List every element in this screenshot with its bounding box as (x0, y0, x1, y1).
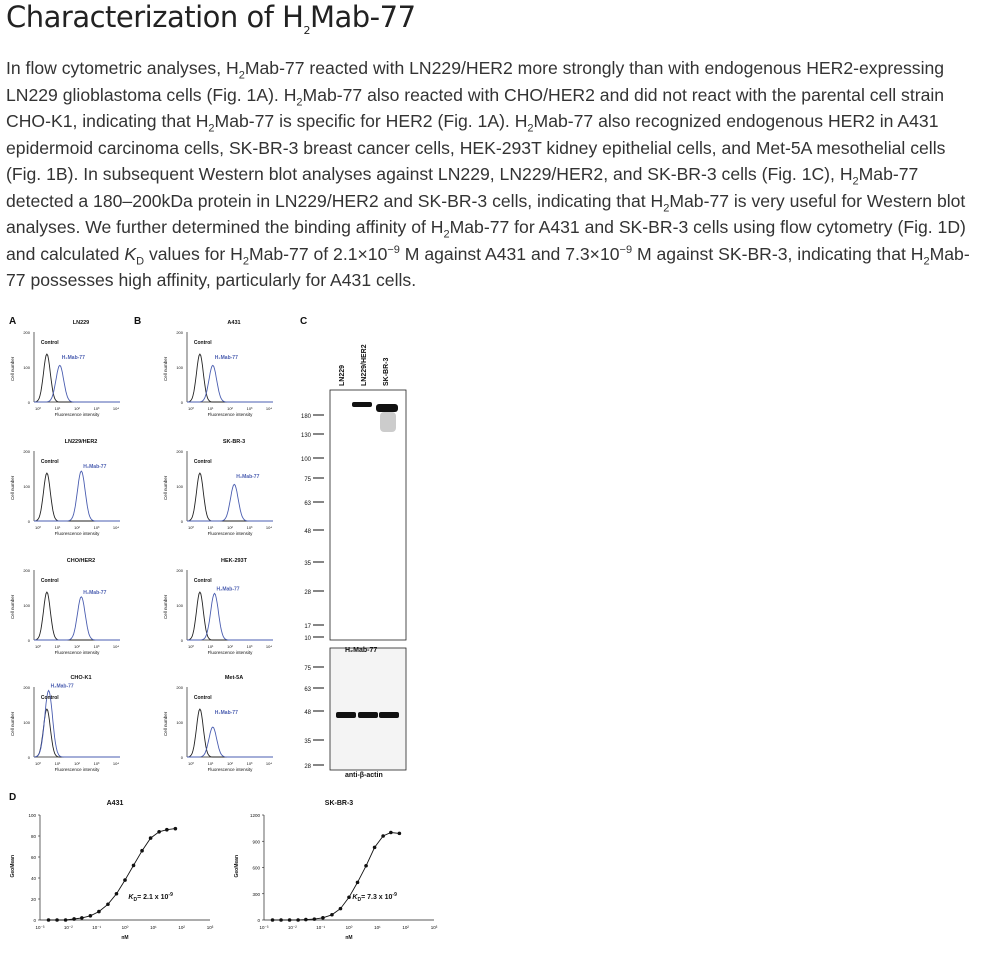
flow-panel-title: LN229 (72, 320, 90, 326)
chart-x-tick-label: 10¹ (150, 925, 157, 930)
flow-control-label: Control (193, 459, 212, 466)
flow-y-axis-label: Cell number (163, 356, 168, 381)
flow-x-tick-label: 10³ (246, 406, 253, 411)
flow-antibody-curve (34, 597, 120, 640)
chart-x-tick-label: 10⁻³ (259, 925, 269, 930)
flow-y-tick-label: 0 (180, 519, 183, 524)
body-paragraph: In flow cytometric analyses, $H_2Mab-77$ reacted with LN229/HER2 more strongly than with endogenous HER2-expressing LN229 glioblastoma cells (Fig. 1A). $H_2Mab-77$ also reacted with CHO/HER2 and did not react with the parental cell strain CHO-K1, indicating that $H_2Mab-77$ is specific for HER2 (Fig. 1A). $H_2Mab-77$ also recognized endogenous HER2 in A431 epidermoid carcinoma cells, SK-BR-3 breast cancer cells, HEK-293T kidney epithelial cells, and Met-5A mesothelial cells (Fig. 1B). In subsequent Western blot analyses against LN229, LN229/HER2, and SK-BR-3 cells (Fig. 1C), $H_2Mab-77$ detected a 180–200kDa protein in LN229/HER2 and SK-BR-3 cells, indicating that $H_2Mab-77$ is very useful for Western blot analyses. We further determined the binding affinity of $H_2Mab-77$ for A431 and SK-BR-3 cells using flow cytometry (Fig. 1D) and calculated $K_D$ values for $H_2Mab-77$ of $2.1\times 10^{-9}$ M against A431 and $7.3\times 10^{-9}$ M against SK-BR-3, indicating that $H_2Mab-77$ possesses high affinity, particularly for A431 cells. (6, 58, 970, 290)
flow-y-tick-label: 100 (23, 484, 30, 489)
chart-y-tick-label: 900 (252, 839, 260, 845)
flow-panel (10, 675, 120, 772)
flow-x-tick-label: 10⁴ (112, 644, 120, 649)
flow-x-axis-label: Fluorescence intensity (54, 531, 100, 536)
chart-data-point (165, 828, 169, 832)
band-her2-skbr3 (376, 404, 398, 412)
flow-y-tick-label: 0 (180, 755, 183, 760)
flow-x-tick-label: 10² (227, 406, 233, 411)
blot-bottom-frame (330, 648, 406, 770)
flow-y-axis-label: Cell number (10, 475, 15, 500)
flow-y-tick-label: 0 (27, 638, 30, 643)
flow-x-tick-label: 10² (227, 761, 233, 766)
chart-data-point (47, 918, 51, 922)
flow-antibody-label: H₂Mab-77 (214, 710, 238, 717)
marker-label: 17 (304, 624, 311, 630)
flow-y-tick-label: 100 (23, 365, 30, 370)
flow-x-axis-label: Fluorescence intensity (207, 412, 253, 417)
flow-x-tick-label: 10⁰ (34, 406, 42, 411)
marker-label: 130 (300, 433, 311, 439)
chart-data-point (55, 918, 59, 922)
chart-data-point (398, 832, 402, 836)
flow-x-tick-label: 10² (227, 525, 233, 530)
flow-y-tick-label: 200 (176, 685, 183, 690)
flow-y-tick-label: 0 (27, 519, 30, 524)
flow-x-tick-label: 10¹ (207, 761, 214, 766)
flow-x-tick-label: 10⁰ (34, 644, 42, 649)
flow-x-tick-label: 10⁴ (265, 525, 273, 530)
flow-x-axis-label: Fluorescence intensity (54, 412, 100, 417)
flow-x-tick-label: 10² (74, 761, 80, 766)
marker-label: 63 (304, 687, 311, 693)
chart-kd-annotation: $K_D= 2.1$ x $10^{-9}$ (128, 892, 173, 903)
lane-label: LN229 (339, 364, 346, 386)
chart-x-tick-label: 10⁻¹ (92, 925, 102, 930)
chart-data-point (347, 895, 351, 899)
flow-antibody-label: H₂Mab-77 (83, 589, 107, 596)
chart-y-tick-label: 100 (28, 813, 36, 818)
chart-data-point (89, 914, 93, 918)
flow-y-axis-label: Cell number (163, 475, 168, 500)
flow-control-label: Control (40, 340, 59, 347)
panel-letter-a: A (9, 316, 17, 327)
flow-control-curve (187, 592, 273, 640)
chart-y-axis-label: GeoMean (10, 854, 16, 878)
chart-data-point (174, 827, 178, 831)
chart-x-tick-label: 10⁻¹ (316, 925, 326, 930)
chart-x-tick-label: 10¹ (374, 925, 381, 930)
flow-antibody-label: H₂Mab-77 (50, 683, 74, 690)
marker-label: 75 (304, 477, 311, 483)
chart-x-tick-label: 10⁻² (63, 925, 73, 930)
flow-y-tick-label: 100 (176, 484, 183, 489)
chart-data-point (389, 831, 393, 835)
flow-y-tick-label: 200 (176, 449, 183, 454)
flow-antibody-label: H₂Mab-77 (214, 355, 238, 362)
marker-label: 180 (300, 414, 311, 420)
flow-control-label: Control (40, 459, 59, 466)
marker-label: 100 (300, 457, 311, 463)
flow-antibody-curve (187, 484, 273, 521)
flow-y-axis-label: Cell number (10, 356, 15, 381)
flow-x-tick-label: 10⁴ (265, 761, 273, 766)
flow-x-tick-label: 10¹ (54, 644, 61, 649)
chart-y-tick-label: 60 (30, 855, 36, 860)
flow-x-axis-label: Fluorescence intensity (207, 767, 253, 772)
figure-1 (0, 310, 460, 950)
flow-y-tick-label: 0 (27, 755, 30, 760)
flow-antibody-label: H₂Mab-77 (61, 355, 85, 362)
flow-panel (163, 439, 273, 536)
flow-panel-title: A431 (227, 320, 241, 326)
chart-y-tick-label: 0 (257, 918, 260, 923)
flow-x-tick-label: 10⁴ (112, 525, 120, 530)
flow-control-curve (34, 709, 120, 757)
band-actin (379, 712, 399, 718)
flow-control-curve (187, 473, 273, 521)
flow-x-tick-label: 10² (227, 644, 233, 649)
chart-data-point (381, 834, 385, 838)
flow-x-tick-label: 10⁴ (112, 406, 120, 411)
lane-label: LN229/HER2 (361, 344, 368, 386)
chart-data-point (296, 918, 300, 922)
flow-x-tick-label: 10⁰ (34, 525, 42, 530)
flow-panel-title: LN229/HER2 (64, 439, 98, 445)
flow-x-tick-label: 10¹ (207, 644, 214, 649)
flow-x-axis-label: Fluorescence intensity (54, 650, 100, 655)
chart-data-point (106, 902, 110, 906)
chart-data-point (80, 916, 84, 920)
flow-y-tick-label: 200 (23, 449, 30, 454)
chart-data-point (140, 849, 144, 853)
flow-y-axis-label: Cell number (10, 711, 15, 736)
chart-y-axis-label: GeoMean (234, 854, 240, 878)
marker-label: 48 (304, 529, 311, 535)
flow-y-axis-label: Cell number (10, 594, 15, 619)
chart-title: SK-BR-3 (324, 800, 354, 807)
flow-y-axis-label: Cell number (163, 711, 168, 736)
flow-panel-title: CHO/HER2 (66, 558, 96, 564)
chart-data-point (330, 913, 334, 917)
chart-data-point (123, 878, 127, 882)
flow-control-label: Control (193, 578, 212, 585)
chart-y-tick-label: 20 (30, 897, 36, 902)
flow-x-tick-label: 10¹ (54, 406, 61, 411)
chart-data-point (157, 830, 161, 834)
panel-letter-d: D (9, 792, 17, 803)
flow-panel (163, 675, 273, 772)
flow-y-tick-label: 200 (23, 568, 30, 573)
chart-x-tick-label: 10² (402, 925, 409, 930)
flow-x-tick-label: 10³ (93, 644, 100, 649)
flow-x-tick-label: 10² (74, 406, 80, 411)
flow-x-tick-label: 10⁴ (265, 644, 273, 649)
flow-x-tick-label: 10³ (93, 761, 100, 766)
chart-kd-annotation: $K_D= 7.3$ x $10^{-9}$ (352, 892, 397, 903)
flow-antibody-curve (187, 593, 273, 640)
chart-x-tick-label: 10⁻³ (35, 925, 45, 930)
chart-y-tick-label: 0 (33, 918, 36, 923)
flow-panel-title: SK-BR-3 (222, 439, 246, 445)
panel-letter-c: C (300, 316, 308, 327)
flow-y-tick-label: 100 (23, 720, 30, 725)
page-title: Characterization of $H_2Mab-77$ (6, 0, 416, 37)
flow-x-tick-label: 10⁰ (34, 761, 42, 766)
flow-antibody-curve (34, 365, 120, 402)
flow-x-tick-label: 10¹ (54, 525, 61, 530)
chart-data-point (304, 918, 308, 922)
flow-control-label: Control (193, 340, 212, 347)
chart-fit-curve (49, 829, 176, 920)
flow-panel (10, 439, 120, 536)
flow-y-tick-label: 0 (180, 400, 183, 405)
flow-x-tick-label: 10³ (93, 525, 100, 530)
chart-data-point (313, 917, 317, 921)
flow-x-tick-label: 10⁰ (187, 644, 195, 649)
flow-y-tick-label: 200 (176, 568, 183, 573)
flow-x-tick-label: 10⁰ (187, 525, 195, 530)
flow-x-tick-label: 10² (74, 644, 80, 649)
marker-label: 75 (304, 666, 311, 672)
flow-y-tick-label: 100 (23, 603, 30, 608)
chart-data-point (115, 892, 119, 896)
flow-y-tick-label: 0 (27, 400, 30, 405)
flow-y-axis-label: Cell number (163, 594, 168, 619)
chart-y-tick-label: 40 (30, 876, 36, 881)
flow-x-tick-label: 10¹ (207, 525, 214, 530)
flow-x-axis-label: Fluorescence intensity (54, 767, 100, 772)
chart-data-point (288, 918, 292, 922)
flow-panel-title: CHO-K1 (70, 675, 92, 681)
flow-control-curve (187, 709, 273, 757)
blot-label-top: H₂Mab-77 (345, 647, 378, 654)
chart-y-tick-label: 300 (252, 891, 260, 897)
chart-x-tick-label: 10⁰ (121, 925, 129, 930)
flow-antibody-curve (187, 727, 273, 757)
binding-chart (10, 800, 214, 941)
flow-panel-title: Met-5A (224, 675, 244, 681)
chart-x-tick-label: 10³ (206, 925, 214, 930)
flow-y-tick-label: 200 (23, 685, 30, 690)
flow-panel (10, 558, 120, 655)
flow-panel (163, 320, 273, 417)
flow-control-curve (187, 354, 273, 402)
panel-letter-b: B (134, 316, 142, 327)
flow-y-tick-label: 200 (23, 330, 30, 335)
western-blot (301, 344, 406, 779)
chart-data-point (64, 918, 68, 922)
chart-data-point (97, 910, 101, 914)
chart-fit-curve (273, 833, 400, 921)
chart-data-point (72, 917, 76, 921)
flow-x-axis-label: Fluorescence intensity (207, 531, 253, 536)
flow-antibody-curve (187, 365, 273, 402)
band-actin (358, 712, 378, 718)
flow-x-tick-label: 10⁰ (187, 406, 195, 411)
flow-antibody-label: H₂Mab-77 (236, 474, 260, 481)
marker-label: 10 (304, 636, 311, 642)
marker-label: 35 (304, 561, 311, 567)
flow-y-tick-label: 100 (176, 365, 183, 370)
flow-y-tick-label: 100 (176, 720, 183, 725)
flow-y-tick-label: 0 (180, 638, 183, 643)
flow-y-tick-label: 100 (176, 603, 183, 608)
flow-x-tick-label: 10⁴ (265, 406, 273, 411)
marker-label: 28 (304, 590, 311, 596)
chart-data-point (271, 918, 275, 922)
marker-label: 48 (304, 710, 311, 716)
flow-control-curve (34, 354, 120, 402)
flow-x-axis-label: Fluorescence intensity (207, 650, 253, 655)
chart-title: A431 (106, 800, 124, 807)
marker-label: 63 (304, 501, 311, 507)
band-smear-skbr3 (380, 412, 396, 432)
flow-antibody-label: H₂Mab-77 (216, 586, 240, 593)
flow-x-tick-label: 10⁴ (112, 761, 120, 766)
marker-label: 35 (304, 739, 311, 745)
chart-data-point (132, 864, 136, 868)
lane-label: SK-BR-3 (383, 357, 390, 386)
chart-data-point (373, 846, 377, 850)
marker-label: 28 (304, 764, 311, 770)
band-her2-ln229-her2 (352, 402, 372, 407)
chart-data-point (364, 864, 368, 868)
band-actin (336, 712, 356, 718)
flow-x-tick-label: 10² (74, 525, 80, 530)
flow-x-tick-label: 10¹ (54, 761, 61, 766)
blot-label-bottom: anti-β-actin (345, 772, 383, 779)
flow-x-tick-label: 10⁰ (187, 761, 195, 766)
flow-y-tick-label: 200 (176, 330, 183, 335)
chart-x-axis-label: nM (121, 935, 129, 941)
flow-x-tick-label: 10³ (246, 644, 253, 649)
chart-data-point (149, 836, 153, 840)
flow-panel (10, 320, 120, 417)
chart-data-point (356, 881, 360, 885)
chart-data-point (339, 907, 343, 911)
chart-x-tick-label: 10³ (430, 925, 438, 930)
chart-y-tick-label: 600 (252, 865, 260, 871)
flow-panel (163, 558, 273, 655)
chart-x-tick-label: 10⁻² (287, 925, 297, 930)
flow-panel-title: HEK-293T (221, 558, 247, 564)
flow-antibody-curve (34, 471, 120, 521)
flow-x-tick-label: 10³ (246, 525, 253, 530)
chart-x-tick-label: 10² (178, 925, 185, 930)
flow-x-tick-label: 10³ (246, 761, 253, 766)
chart-x-tick-label: 10⁰ (345, 925, 353, 930)
binding-chart (234, 800, 438, 941)
chart-y-tick-label: 80 (30, 834, 36, 839)
flow-antibody-label: H₂Mab-77 (83, 464, 107, 471)
flow-x-tick-label: 10¹ (207, 406, 214, 411)
chart-data-point (321, 916, 325, 920)
flow-control-label: Control (193, 695, 212, 702)
chart-data-point (279, 918, 283, 922)
chart-y-tick-label: 1200 (249, 813, 260, 818)
flow-control-label: Control (40, 695, 59, 702)
flow-x-tick-label: 10³ (93, 406, 100, 411)
chart-x-axis-label: nM (345, 935, 353, 941)
flow-control-label: Control (40, 578, 59, 585)
